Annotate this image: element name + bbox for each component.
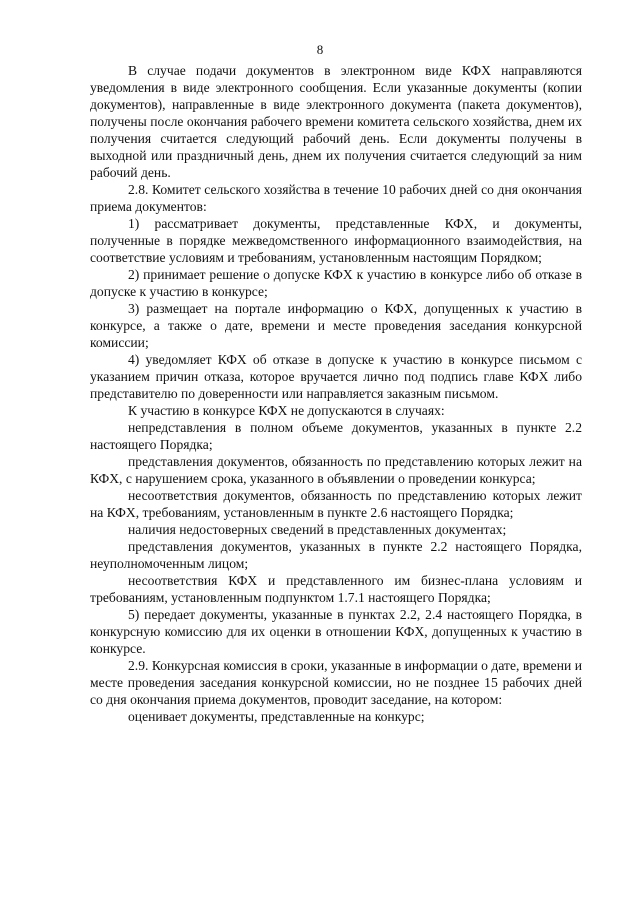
paragraph-exclusion-6: несоответствия КФХ и представленного им бизнес-плана условиям и требованиям, установленным подпунктом 1.7.1 настоящего Порядка; (90, 573, 582, 605)
paragraph-2-8-item-1: 1) рассматривает документы, представленные КФХ, и документы, полученные в порядке межведомственного информационного взаимодействия, на соответствие условиям и требованиям, установленным настоящим Порядком; (90, 216, 582, 265)
paragraph-2-9: 2.9. Конкурсная комиссия в сроки, указанные в информации о дате, времени и месте проведения заседания конкурсной комиссии, но не позднее 15 рабочих дней со дня окончания приема документов, проводит заседание, на котором: (90, 658, 582, 707)
paragraph-2-8-item-3: 3) размещает на портале информацию о КФХ, допущенных к участию в конкурсе, а также о дате, времени и месте проведения заседания конкурсной комиссии; (90, 301, 582, 350)
paragraph-electronic-submission: В случае подачи документов в электронном виде КФХ направляются уведомления в виде электронного сообщения. Если указанные документы (копии документов), направленные в виде электронного документа (пакета документов), получены после окончания рабочего времени комитета сельского хозяйства, днем их получения считается следующий рабочий день. Если документы получены в выходной или праздничный день, днем их получения считается следующий за ним рабочий день. (90, 63, 582, 180)
paragraph-exclusion-intro: К участию в конкурсе КФХ не допускаются в случаях: (128, 403, 445, 418)
paragraph-exclusion-4: наличия недостоверных сведений в представленных документах; (128, 522, 507, 537)
paragraph-2-9-item-1: оценивает документы, представленные на конкурс; (128, 709, 425, 724)
paragraph-exclusion-3: несоответствия документов, обязанность по представлению которых лежит на КФХ, требованиям, установленным в пункте 2.6 настоящего Порядка; (90, 488, 582, 520)
paragraph-2-8: 2.8. Комитет сельского хозяйства в течение 10 рабочих дней со дня окончания приема документов: (90, 182, 582, 214)
paragraph-exclusion-2: представления документов, обязанность по представлению которых лежит на КФХ, с нарушением срока, указанного в объявлении о проведении конкурса; (90, 454, 582, 486)
paragraph-2-8-item-4: 4) уведомляет КФХ об отказе в допуске к участию в конкурсе письмом с указанием причин отказа, которое вручается лично под подпись главе КФХ либо представителю по доверенности или направляется заказным письмом. (90, 352, 582, 401)
paragraph-exclusion-1: непредставления в полном объеме документов, указанных в пункте 2.2 настоящего Порядка; (90, 420, 582, 452)
paragraph-2-8-item-2: 2) принимает решение о допуске КФХ к участию в конкурсе либо об отказе в допуске к участию в конкурсе; (90, 267, 582, 299)
paragraph-2-8-item-5: 5) передает документы, указанные в пунктах 2.2, 2.4 настоящего Порядка, в конкурсную комиссию для их оценки в отношении КФХ, допущенных к участию в конкурсе. (90, 607, 582, 656)
page-number: 8 (316, 42, 324, 57)
document-body (90, 62, 582, 725)
paragraph-exclusion-5: представления документов, указанных в пункте 2.2 настоящего Порядка, неуполномоченным лицом; (90, 539, 582, 571)
